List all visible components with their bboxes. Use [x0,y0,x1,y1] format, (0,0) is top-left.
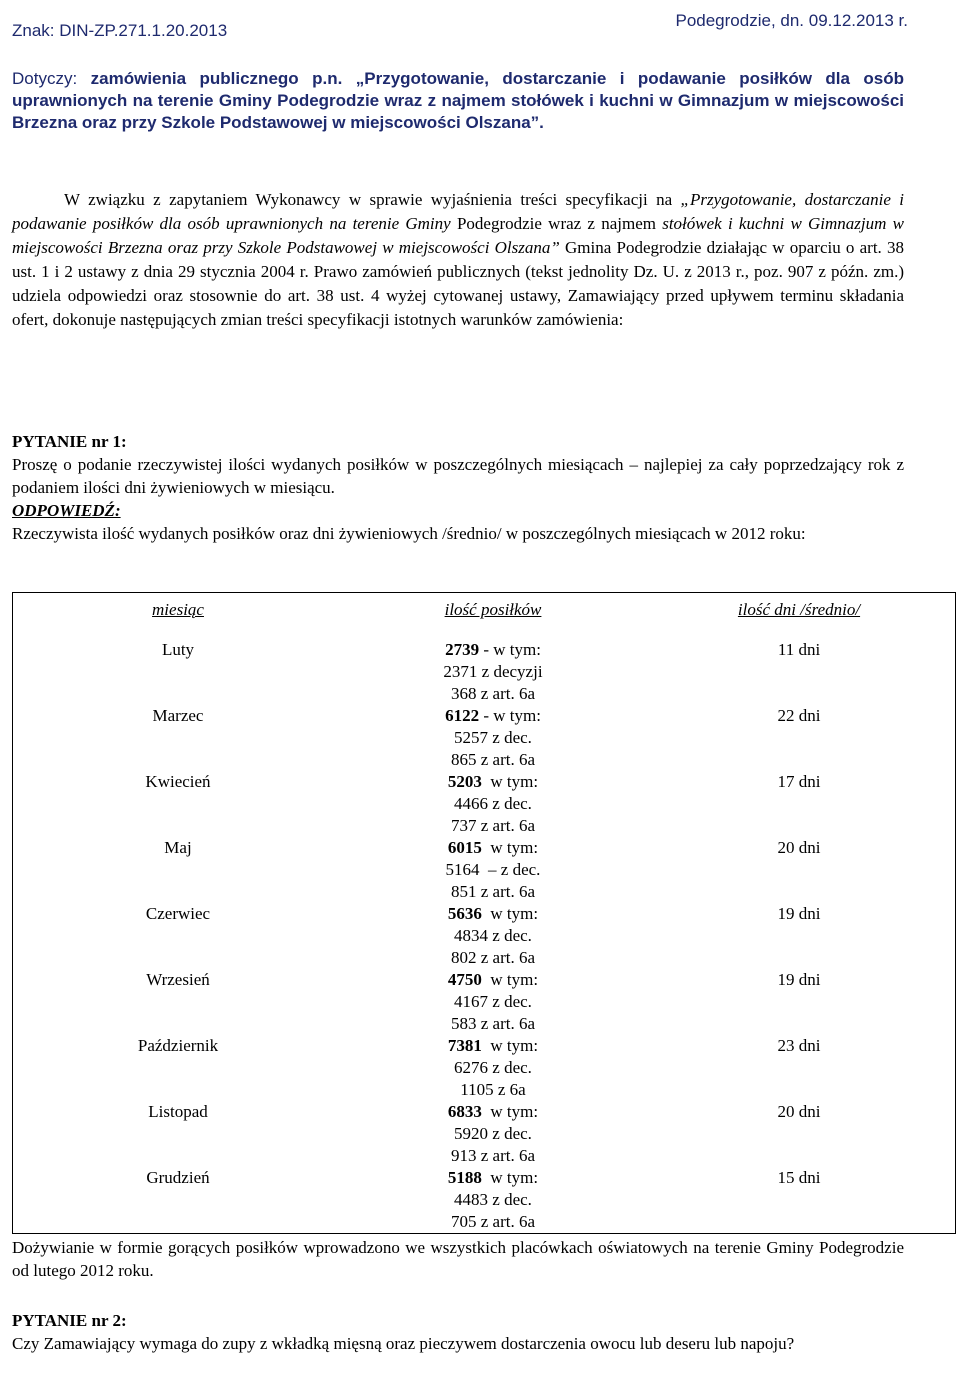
meals-total-line [343,1035,643,1057]
meals-decision: 4834 z dec. [454,926,532,945]
meals-total-line [343,705,643,727]
days-cell: 22 dni [777,706,821,725]
month-cell: Marzec [152,706,204,725]
meals-decision: 5920 z dec. [454,1124,532,1143]
table-row [13,969,956,1035]
days-cell: 23 dni [777,1036,821,1055]
table-header-row [13,593,956,640]
meals-in-which: w tym: [481,970,539,989]
table-row [13,837,956,903]
meals-total: 6122 [445,706,480,725]
meals-in-which: w tym: [481,904,539,923]
meals-art6a: 737 z art. 6a [450,816,536,835]
meals-decision: 5257 z dec. [454,728,532,747]
meals-cell [343,969,643,1035]
document-reference: Znak: DIN-ZP.271.1.20.2013 [12,21,228,40]
meals-in-which: w tym: [481,772,539,791]
meals-table [12,592,956,1234]
meals-in-which: w tym: [481,1168,539,1187]
question-2-label: PYTANIE nr 2: [12,1311,127,1330]
meals-total-line [343,1167,643,1189]
meals-total: 6015 [447,838,482,857]
meals-total: 2739 [445,640,480,659]
meals-in-which: w tym: [481,1102,539,1121]
document-date: Podegrodzie, dn. 09.12.2013 r. [675,11,908,30]
meals-cell [343,705,643,771]
month-cell: Czerwiec [145,904,211,923]
answer-1-label: ODPOWIEDŹ: [12,501,121,520]
meals-decision: 2371 z decyzji [443,662,543,681]
meals-total-line [343,1101,643,1123]
month-cell: Listopad [148,1102,208,1121]
meals-cell [343,639,643,705]
meals-total-line [343,969,643,991]
meals-total: 6833 [447,1102,482,1121]
meals-decision: 4167 z dec. [454,992,532,1011]
meals-total-line [343,639,643,661]
meals-art6a: 851 z art. 6a [450,882,536,901]
month-cell: Październik [137,1036,219,1055]
question-2-text: Czy Zamawiający wymaga do zupy z wkładką mięsną oraz pieczywem dostarczenia owocu lub deseru lub napoju? [12,1334,795,1353]
meals-total-line [343,837,643,859]
meals-cell [343,1035,643,1101]
meals-in-which: w tym: [481,1036,539,1055]
table-row [13,705,956,771]
table-row [13,1035,956,1101]
intro-text-1: W związku z zapytaniem Wykonawcy w sprawie wyjaśnienia treści specyfikacji na [64,190,681,209]
intro-italic-1: „Przygotowanie, dostarczanie i podawanie posiłków dla osób uprawnionych na terenie Gminy [12,190,904,233]
subject-text: zamówienia publicznego p.n. „Przygotowanie, dostarczanie i podawanie posiłków dla osób uprawnionych na terenie Gminy Podegrodzie wraz z najmem stołówek i kuchni w Gimnazjum w miejscowości Brzezna oraz przy Szkole Podstawowej w miejscowości Olszana”. [12,69,904,132]
header-meals: ilość posiłków [444,600,542,619]
meals-art6a: 913 z art. 6a [450,1146,536,1165]
meals-art6a: 1105 z 6a [460,1080,526,1099]
days-cell: 20 dni [777,1102,821,1121]
answer-1-text: Rzeczywista ilość wydanych posiłków oraz dni żywieniowych /średnio/ w poszczególnych miesiącach w 2012 roku: [12,524,806,543]
meals-art6a: 368 z art. 6a [450,684,536,703]
month-cell: Luty [161,640,195,659]
question-1-text: Proszę o podanie rzeczywistej ilości wydanych posiłków w poszczególnych miesiącach – najlepiej za cały poprzedzający rok z podaniem ilości dni żywieniowych w miesiącu. [12,455,904,497]
table-row [13,903,956,969]
table-row [13,771,956,837]
intro-text-2: Podegrodzie wraz z najmem [456,214,663,233]
days-cell: 20 dni [777,838,821,857]
question-2-section [12,1309,904,1355]
table-row [13,1167,956,1234]
days-cell: 19 dni [777,970,821,989]
meals-in-which: - w tym: [479,640,541,659]
days-cell: 17 dni [777,772,821,791]
meals-decision: 4483 z dec. [454,1190,532,1209]
month-cell: Maj [164,838,192,857]
meals-art6a: 583 z art. 6a [450,1014,536,1033]
meals-cell [343,1101,643,1167]
table-row [13,1101,956,1167]
meals-total-line [343,903,643,925]
question-1-label: PYTANIE nr 1: [12,432,127,451]
question-1-section [12,430,904,545]
header-month: miesiąc [152,600,204,619]
meals-in-which: w tym: [481,838,539,857]
month-cell: Kwiecień [145,772,211,791]
meals-art6a: 865 z art. 6a [450,750,536,769]
meals-decision: 5164 – z dec. [445,860,541,879]
meals-cell [343,837,643,903]
intro-paragraph [12,188,904,332]
header-days: ilość dni /średnio/ [737,600,861,619]
meals-art6a: 705 z art. 6a [450,1212,536,1231]
table-row [13,639,956,705]
meals-in-which: - w tym: [479,706,541,725]
note-paragraph: Dożywianie w formie gorących posiłków wprowadzono we wszystkich placówkach oświatowych na terenie Gminy Podegrodzie od lutego 2012 roku. [12,1238,904,1280]
meals-total: 7381 [447,1036,482,1055]
subject-label: Dotyczy: [12,69,78,88]
meals-total: 4750 [447,970,482,989]
days-cell: 19 dni [777,904,821,923]
subject-line [12,68,904,134]
meals-decision: 6276 z dec. [454,1058,532,1077]
days-cell: 15 dni [777,1168,821,1187]
meals-art6a: 802 z art. 6a [450,948,536,967]
month-cell: Wrzesień [146,970,210,989]
meals-total-line [343,771,643,793]
intro-text-3: Gmina Podegrodzie działając w oparciu o art. 38 ust. 1 i 2 ustawy z dnia 29 stycznia 2004 r. Prawo zamówień publicznych (tekst jednolity Dz. U. z 2013 r., poz. 907 z późn. zm.) udziela odpowiedzi oraz stosownie do art. 38 ust. 4 wyżej cytowanej ustawy, Zamawiający przed upływem terminu składania ofert, dokonuje następujących zmian treści specyfikacji istotnych warunków zamówienia: [12,238,905,329]
meals-decision: 4466 z dec. [454,794,532,813]
meals-cell [343,771,643,837]
meals-cell [343,1167,643,1234]
meals-total: 5188 [447,1168,482,1187]
meals-total: 5203 [447,772,482,791]
meals-cell [343,903,643,969]
month-cell: Grudzień [146,1168,210,1187]
meals-total: 5636 [447,904,482,923]
days-cell: 11 dni [777,640,821,659]
intro-italic-2: stołówek i kuchni w Gimnazjum w miejscowości Brzezna oraz przy Szkole Podstawowej w miejscowości Olszana” [12,214,904,257]
